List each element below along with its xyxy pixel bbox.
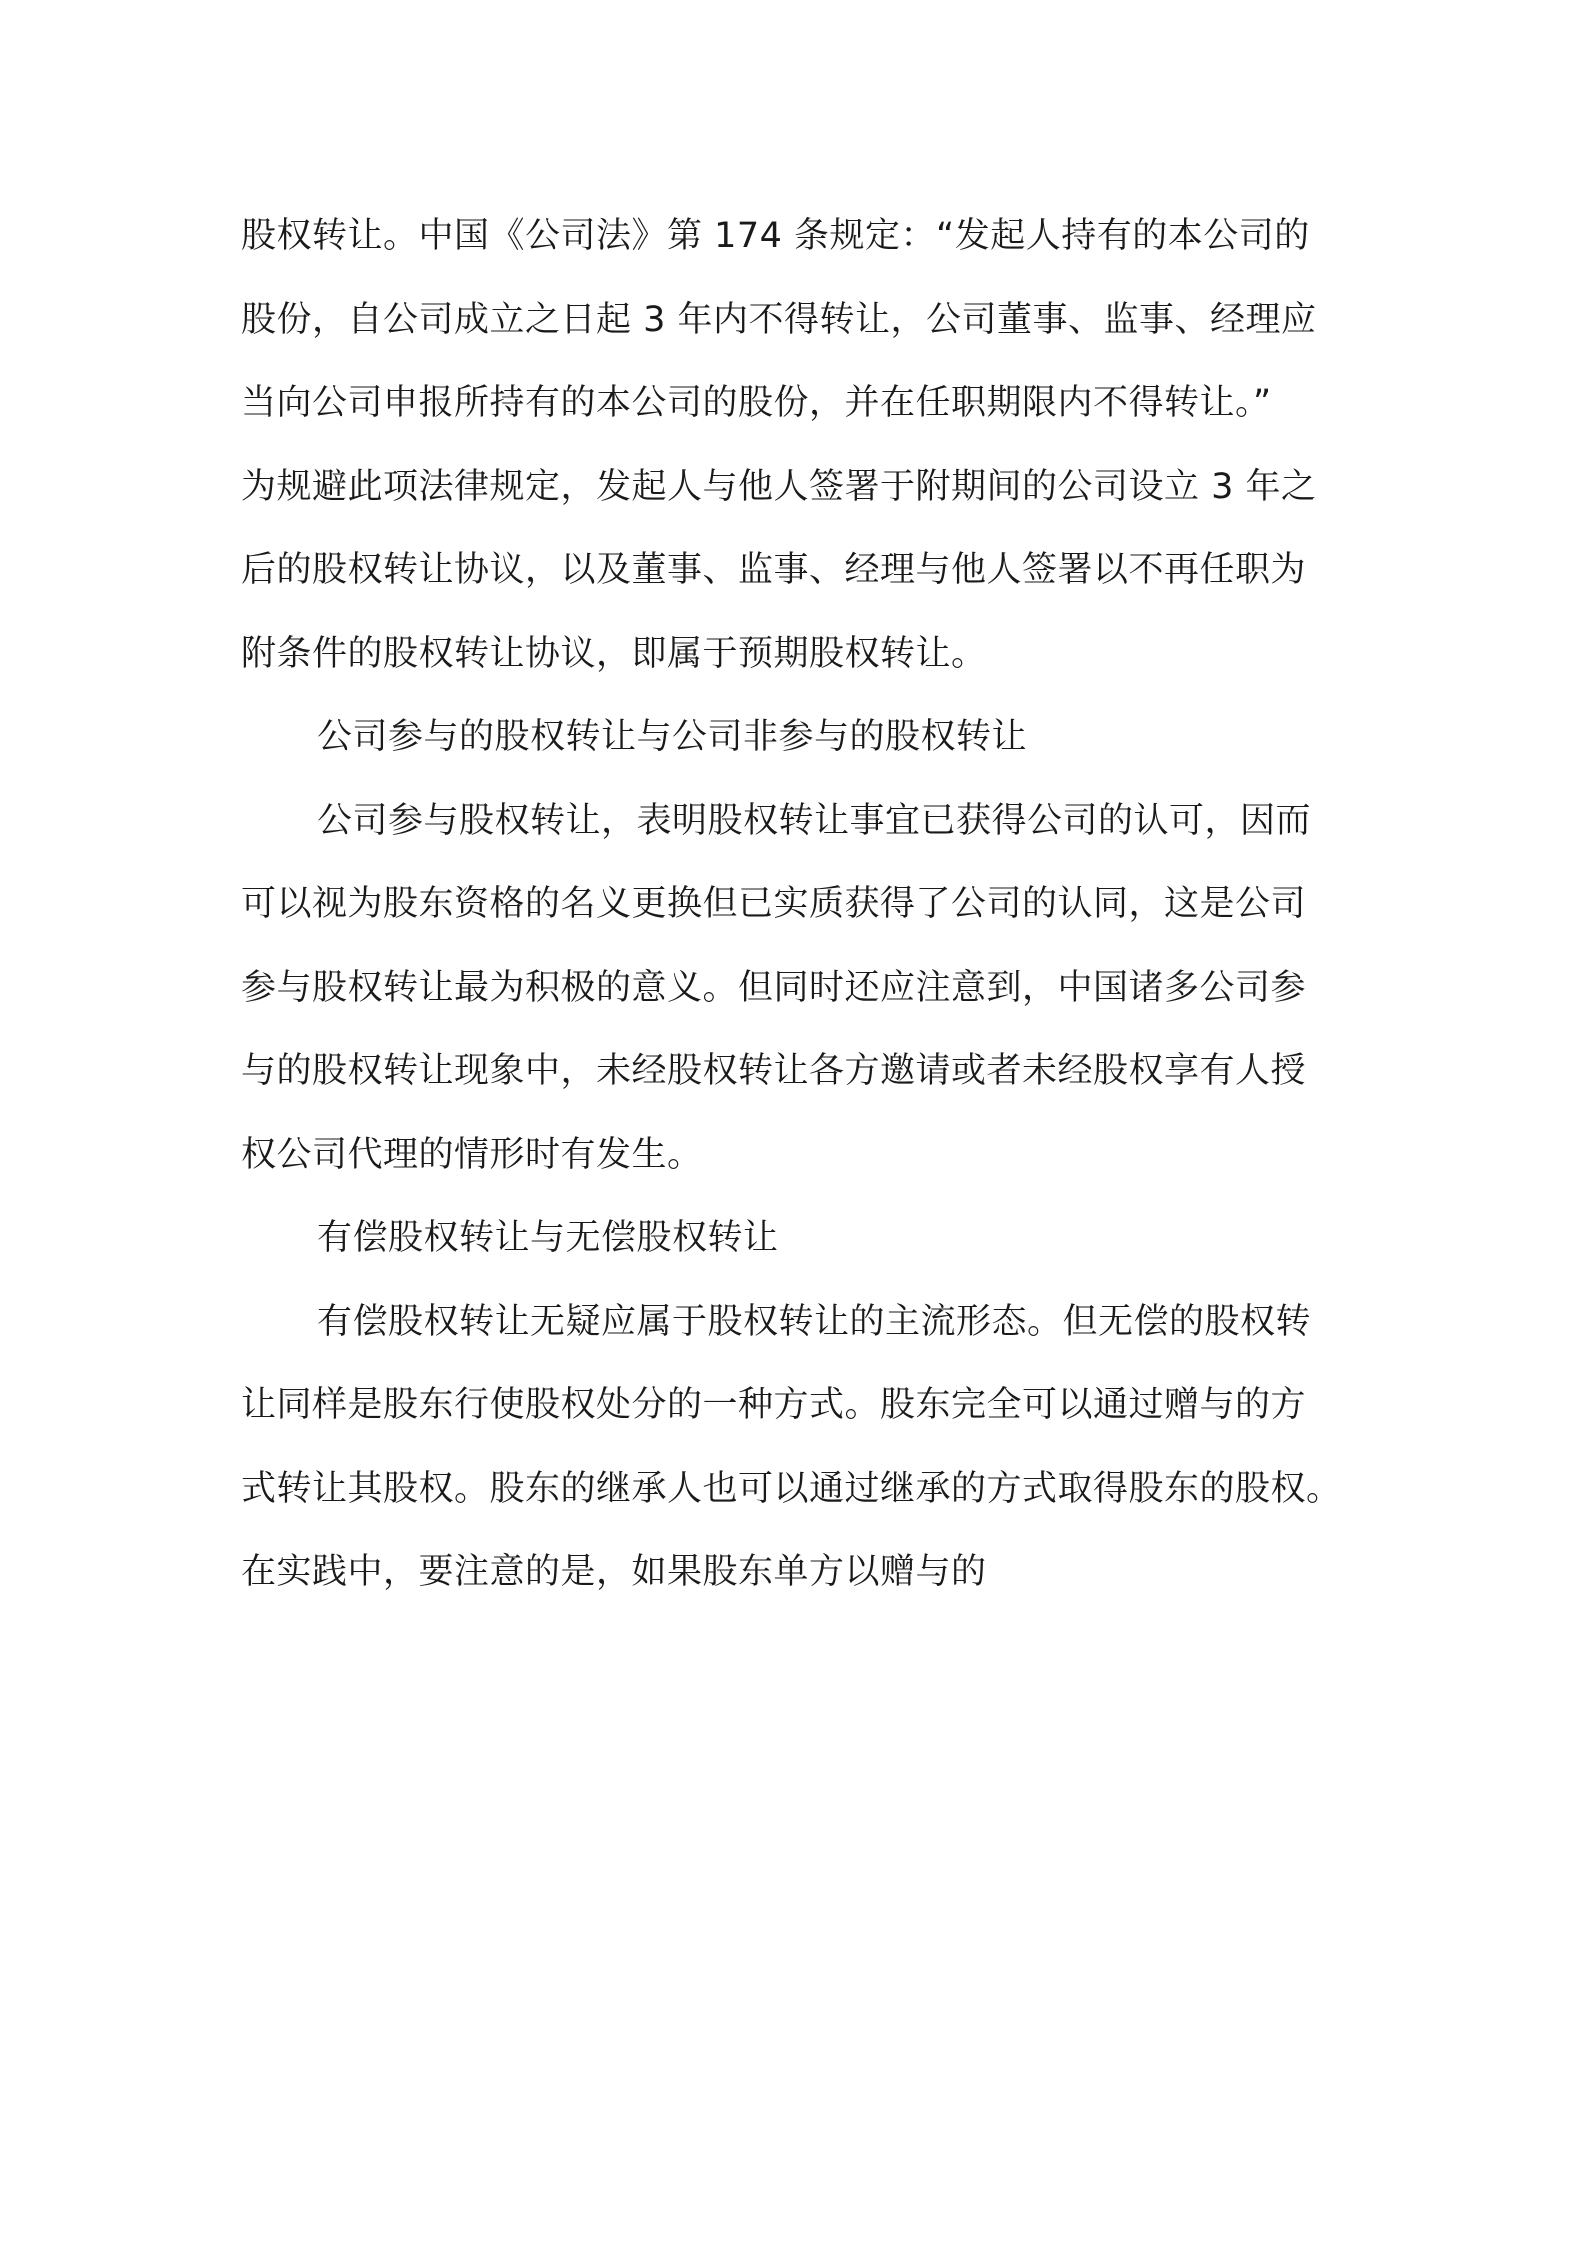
text-line: 为规避此项法律规定，发起人与他人签署于附期间的公司设立 3 年之 — [241, 466, 1317, 507]
text-line: 在实践中，要注意的是，如果股东单方以赠与的 — [241, 1552, 987, 1592]
text-line: 股份，自公司成立之日起 3 年内不得转让，公司董事、监事、经理应 — [241, 299, 1317, 340]
text-line: 让同样是股东行使股权处分的一种方式。股东完全可以通过赠与的方 — [241, 1385, 1307, 1425]
section-heading: 有偿股权转让与无偿股权转让 — [317, 1218, 779, 1258]
text-line: 可以视为股东资格的名义更换但已实质获得了公司的认同，这是公司 — [241, 884, 1307, 924]
text-line: 后的股权转让协议，以及董事、监事、经理与他人签署以不再任职为 — [241, 550, 1307, 590]
text-line: 有偿股权转让无疑应属于股权转让的主流形态。但无偿的股权转 — [317, 1301, 1312, 1342]
text-line: 式转让其股权。股东的继承人也可以通过继承的方式取得股东的股权。 — [241, 1468, 1342, 1509]
text-line: 与的股权转让现象中，未经股权转让各方邀请或者未经股权享有人授 — [241, 1051, 1307, 1091]
text-line: 公司参与股权转让，表明股权转让事宜已获得公司的认可，因而 — [317, 800, 1312, 841]
text-line: 股权转让。中国《公司法》第 174 条规定：“发起人持有的本公司的 — [241, 216, 1310, 256]
text-line: 参与股权转让最为积极的意义。但同时还应注意到，中国诸多公司参 — [241, 967, 1307, 1008]
document-body — [241, 195, 1361, 1615]
text-line: 当向公司申报所持有的本公司的股份，并在任职期限内不得转让。” — [241, 383, 1272, 423]
text-line: 附条件的股权转让协议，即属于预期股权转让。 — [241, 633, 987, 674]
text-line: 权公司代理的情形时有发生。 — [241, 1134, 703, 1175]
section-heading: 公司参与的股权转让与公司非参与的股权转让 — [317, 717, 1028, 757]
